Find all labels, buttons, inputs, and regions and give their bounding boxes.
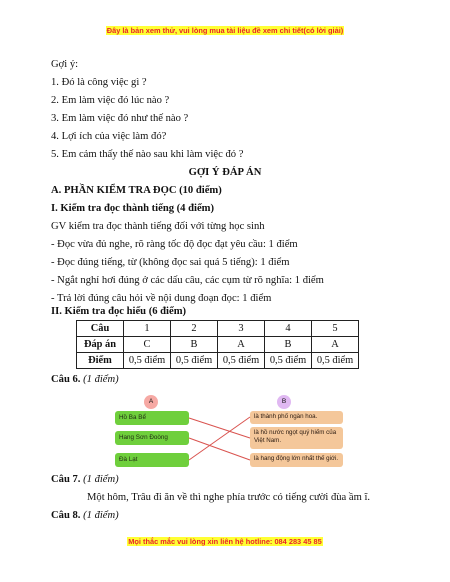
section-2-heading: II. Kiểm tra đọc hiểu (6 điểm): [51, 306, 187, 317]
match-left-item: Hang Sơn Đoòng: [115, 431, 189, 445]
part-a-heading: A. PHẦN KIỂM TRA ĐỌC (10 điểm): [51, 185, 222, 196]
match-connector-line: [189, 417, 250, 460]
column-b-marker: B: [277, 395, 291, 409]
answer-heading: GỢI Ý ĐÁP ÁN: [188, 167, 262, 178]
question-label: Câu 7.: [51, 474, 81, 485]
hint-item: 2. Em làm việc đó lúc nào ?: [51, 95, 170, 106]
question-8: [51, 510, 119, 521]
table-cell: 0,5 điểm: [218, 353, 265, 369]
footer-banner: [0, 537, 450, 546]
table-cell: B: [265, 337, 312, 353]
match-connector-line: [189, 418, 250, 438]
table-cell: 0,5 điểm: [265, 353, 312, 369]
rubric-line: GV kiểm tra đọc thành tiếng đối với từng học sinh: [51, 221, 265, 232]
question-7: [51, 474, 119, 485]
question-label: Câu 6.: [51, 374, 81, 385]
section-1-heading: I. Kiểm tra đọc thành tiếng (4 điểm): [51, 203, 215, 214]
match-left-item: Đà Lạt: [115, 453, 189, 467]
footer-banner-text: Mọi thắc mắc vui lòng xin liên hệ hotline: 084 283 45 85: [128, 537, 322, 546]
answer-table: [76, 320, 359, 369]
question-points: (1 điểm): [83, 510, 119, 521]
question-points: (1 điểm): [83, 374, 119, 385]
table-cell: B: [171, 337, 218, 353]
top-banner-text: Đây là bản xem thử, vui lòng mua tài liệu đề xem chi tiết(có lời giải): [106, 26, 344, 35]
table-cell: 5: [312, 321, 359, 337]
table-cell: Đáp án: [77, 337, 124, 353]
table-cell: Câu: [77, 321, 124, 337]
question-7-answer: Một hôm, Trâu đi ăn về thì nghe phía trước có tiếng cười đùa ầm ĩ.: [87, 492, 371, 503]
table-cell: A: [312, 337, 359, 353]
table-cell: 3: [218, 321, 265, 337]
rubric-line: - Trả lời đúng câu hỏi về nội dung đoạn đọc: 1 điểm: [51, 293, 272, 304]
top-banner: [0, 26, 450, 35]
table-cell: Điểm: [77, 353, 124, 369]
match-connector-line: [189, 438, 250, 460]
question-6: [51, 374, 119, 385]
matching-diagram: [111, 395, 345, 469]
hint-item: 5. Em cảm thấy thế nào sau khi làm việc đó ?: [51, 149, 244, 160]
table-cell: 1: [124, 321, 171, 337]
question-label: Câu 8.: [51, 510, 81, 521]
table-row: [77, 353, 359, 369]
table-cell: 0,5 điểm: [312, 353, 359, 369]
match-right-item: là hồ nước ngọt quý hiếm của Việt Nam.: [250, 427, 343, 449]
match-right-item: là thành phố ngàn hoa.: [250, 411, 343, 424]
match-right-item: là hang động lớn nhất thế giới.: [250, 453, 343, 467]
table-cell: A: [218, 337, 265, 353]
hint-item: 4. Lợi ích của việc làm đó?: [51, 131, 167, 142]
rubric-line: - Đọc đúng tiếng, từ (không đọc sai quá 5 tiếng): 1 điểm: [51, 257, 290, 268]
table-cell: 0,5 điểm: [124, 353, 171, 369]
hint-title: Gợi ý:: [51, 59, 79, 70]
question-points: (1 điểm): [83, 474, 119, 485]
table-row: [77, 321, 359, 337]
column-a-marker: A: [144, 395, 158, 409]
table-row: [77, 337, 359, 353]
match-connector-lines: [111, 395, 345, 469]
hint-item: 3. Em làm việc đó như thế nào ?: [51, 113, 189, 124]
table-cell: 0,5 điểm: [171, 353, 218, 369]
table-cell: C: [124, 337, 171, 353]
rubric-line: - Đọc vừa đủ nghe, rõ ràng tốc độ đọc đạt yêu cầu: 1 điểm: [51, 239, 298, 250]
rubric-line: - Ngắt nghỉ hơi đúng ở các dấu câu, các cụm từ rõ nghĩa: 1 điểm: [51, 275, 324, 286]
hint-item: 1. Đó là công việc gì ?: [51, 77, 147, 88]
match-left-item: Hồ Ba Bể: [115, 411, 189, 425]
table-cell: 4: [265, 321, 312, 337]
table-cell: 2: [171, 321, 218, 337]
